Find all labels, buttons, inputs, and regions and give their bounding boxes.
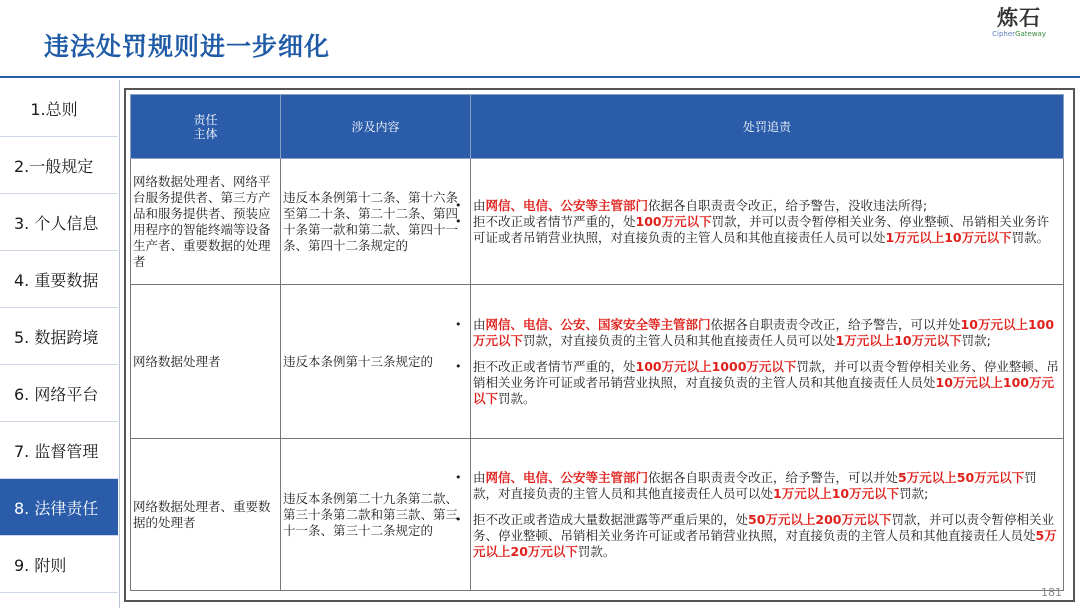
table-header-row — [131, 95, 1064, 159]
penalty-item: • 拒不改正或者情节严重的，处100万元以上1000万元以下罚款，并可以责令暂停相关业务、停业整顿、吊销相关业务许可证或者吊销营业执照，对直接负责的主管人员和其他直接责任人员处10万元以上100万元以下罚款。 — [473, 359, 1061, 407]
table-row — [131, 439, 1064, 591]
sidebar-item-legal-liability[interactable]: 8. 法律责任 — [0, 479, 118, 536]
sidebar-item-general-provisions[interactable]: 2.一般规定 — [0, 137, 118, 194]
row-penalty — [471, 285, 1064, 439]
header-subject: 责任 主体 — [131, 95, 281, 159]
logo-cn-text: 炼石 — [997, 6, 1042, 30]
row-subject: 网络数据处理者、网络平台服务提供者、第三方产品和服务提供者、预装应用程序的智能终端等设备生产者、重要数据的处理者 — [131, 159, 281, 285]
company-logo — [992, 6, 1046, 39]
sidebar-nav — [0, 80, 118, 593]
header-divider — [0, 76, 1080, 78]
sidebar-item-cross-border[interactable]: 5. 数据跨境 — [0, 308, 118, 365]
page-title: 违法处罚规则进一步细化 — [44, 32, 331, 61]
sidebar-item-general[interactable]: 1.总则 — [0, 80, 118, 137]
row-subject: 网络数据处理者、重要数据的处理者 — [131, 439, 281, 591]
row-penalty — [471, 439, 1064, 591]
row-content: 违反本条例第十三条规定的 — [281, 285, 471, 439]
row-content: 违反本条例第二十九条第二款、第三十条第二款和第三款、第三十一条、第三十二条规定的 — [281, 439, 471, 591]
table-row — [131, 285, 1064, 439]
table-row — [131, 159, 1064, 285]
sidebar-item-platform[interactable]: 6. 网络平台 — [0, 365, 118, 422]
penalty-item: • 拒不改正或者情节严重的，处100万元以下罚款，并可以责令暂停相关业务、停业整顿、吊销相关业务许可证或者吊销营业执照，对直接负责的主管人员和其他直接责任人员可以处1万元以上10万元以下罚款。 — [473, 214, 1061, 246]
logo-en-text: CipherGateway — [992, 30, 1046, 38]
sidebar-item-important-data[interactable]: 4. 重要数据 — [0, 251, 118, 308]
sidebar-divider — [119, 80, 120, 608]
penalty-item: • 由网信、电信、公安等主管部门依据各自职责责令改正，给予警告，没收违法所得; — [473, 198, 1061, 214]
sidebar-item-personal-info[interactable]: 3. 个人信息 — [0, 194, 118, 251]
header-penalty: 处罚追责 — [471, 95, 1064, 159]
page-number: 181 — [1041, 586, 1062, 599]
penalty-item: • 拒不改正或者造成大量数据泄露等严重后果的，处50万元以上200万元以下罚款，并可以责令暂停相关业务、停业整顿、吊销相关业务许可证或者吊销营业执照，对直接负责的主管人员和其他直接责任人员处5万元以上20万元以下罚款。 — [473, 512, 1061, 560]
row-subject: 网络数据处理者 — [131, 285, 281, 439]
penalty-table — [130, 94, 1064, 591]
row-penalty — [471, 159, 1064, 285]
penalty-item: • 由网信、电信、公安等主管部门依据各自职责责令改正，给予警告，可以并处5万元以上50万元以下罚款，对直接负责的主管人员和其他直接责任人员可以处1万元以上10万元以下罚款; — [473, 470, 1061, 502]
sidebar-item-supervision[interactable]: 7. 监督管理 — [0, 422, 118, 479]
header-content: 涉及内容 — [281, 95, 471, 159]
sidebar-item-appendix[interactable]: 9. 附则 — [0, 536, 118, 593]
row-content: 违反本条例第十二条、第十六条至第二十条、第二十二条、第四十条第一款和第二款、第四十一条、第四十二条规定的 — [281, 159, 471, 285]
penalty-item: • 由网信、电信、公安、国家安全等主管部门依据各自职责责令改正，给予警告，可以并处10万元以上100万元以下罚款，对直接负责的主管人员和其他直接责任人员可以处1万元以上10万元以下罚款; — [473, 317, 1061, 349]
